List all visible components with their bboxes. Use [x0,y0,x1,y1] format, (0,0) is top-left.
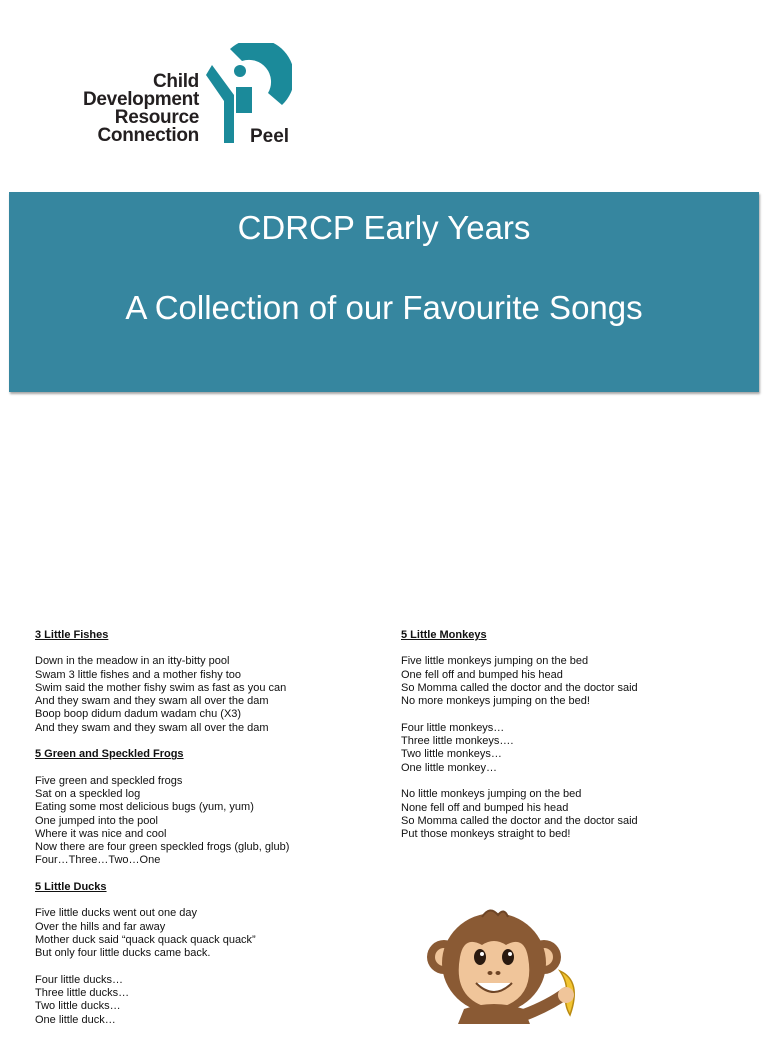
lyric-line: Four little ducks… [35,973,124,986]
logo-line: Child [153,71,199,92]
song [401,629,741,841]
monkey-illustration-icon [420,905,590,1024]
stanza [401,788,741,841]
lyric-line: Three little monkeys…. [401,735,514,748]
lyric-line: Mother duck said “quack quack quack quack” [35,933,256,946]
right-song-column [401,629,741,855]
lyric-line: No more monkeys jumping on the bed! [401,695,590,708]
banner-title: CDRCP Early Years [237,209,531,246]
lyric-line: One little monkey… [401,761,497,774]
lyric-line: Five green and speckled frogs [35,774,183,787]
song [35,881,375,1027]
song-title: 5 Green and Speckled Frogs [35,748,184,761]
song [35,748,375,867]
stanza [401,655,741,708]
lyric-line: Put those monkeys straight to bed! [401,828,571,841]
lyric-line: Two little ducks… [35,1000,121,1013]
stanza [35,974,375,1027]
lyric-line: So Momma called the doctor and the doctor said [401,681,638,694]
logo-suffix: Peel [250,126,290,147]
title-banner [9,192,759,392]
stanza [35,907,375,960]
lyric-line: Three little ducks… [35,987,130,1000]
logo-line: Resource [114,107,199,128]
stanza [401,722,741,775]
lyric-line: Two little monkeys… [401,748,502,761]
lyric-line: Over the hills and far away [35,920,166,933]
lyric-line: No little monkeys jumping on the bed [401,788,582,801]
lyric-line: One fell off and bumped his head [401,668,563,681]
banner-subtitle: A Collection of our Favourite Songs [125,289,643,326]
lyric-line: Down in the meadow in an itty-bitty pool [35,655,230,668]
lyric-line: But only four little ducks came back. [35,947,211,960]
lyric-line: Four little monkeys… [401,721,505,734]
stanza [35,775,375,868]
lyric-line: Five little monkeys jumping on the bed [401,655,589,668]
song-title: 5 Little Monkeys [401,629,487,641]
logo-line: Development [82,89,199,110]
lyric-line: Sat on a speckled log [35,787,141,800]
lyric-line: So Momma called the doctor and the doctor said [401,814,638,827]
left-song-column [35,629,375,1040]
song-title: 3 Little Fishes [35,629,109,641]
lyric-line: One jumped into the pool [35,814,158,827]
song-title: 5 Little Ducks [35,881,107,894]
lyric-line: Eating some most delicious bugs (yum, yum) [35,801,254,814]
lyric-line: Now there are four green speckled frogs (glub, glub) [35,841,290,854]
lyric-line: Boop boop didum dadum wadam chu (X3) [35,708,242,721]
lyric-line: And they swam and they swam all over the dam [35,695,269,708]
logo-wordmark [44,73,199,145]
cdrcp-logo [44,40,304,152]
logo-line: Connection [97,125,199,146]
lyric-line: Swam 3 little fishes and a mother fishy too [35,668,242,681]
lyric-line: Five little ducks went out one day [35,907,198,920]
lyric-line: And they swam and they swam all over the dam [35,721,269,734]
lyric-line: Swim said the mother fishy swim as fast as you can [35,681,287,694]
stanza [35,655,375,735]
lyric-line: Where it was nice and cool [35,827,167,840]
lyric-line: Four…Three…Two…One [35,854,161,867]
lyric-line: One little duck… [35,1013,116,1026]
lyric-line: None fell off and bumped his head [401,801,569,814]
song [35,629,375,735]
